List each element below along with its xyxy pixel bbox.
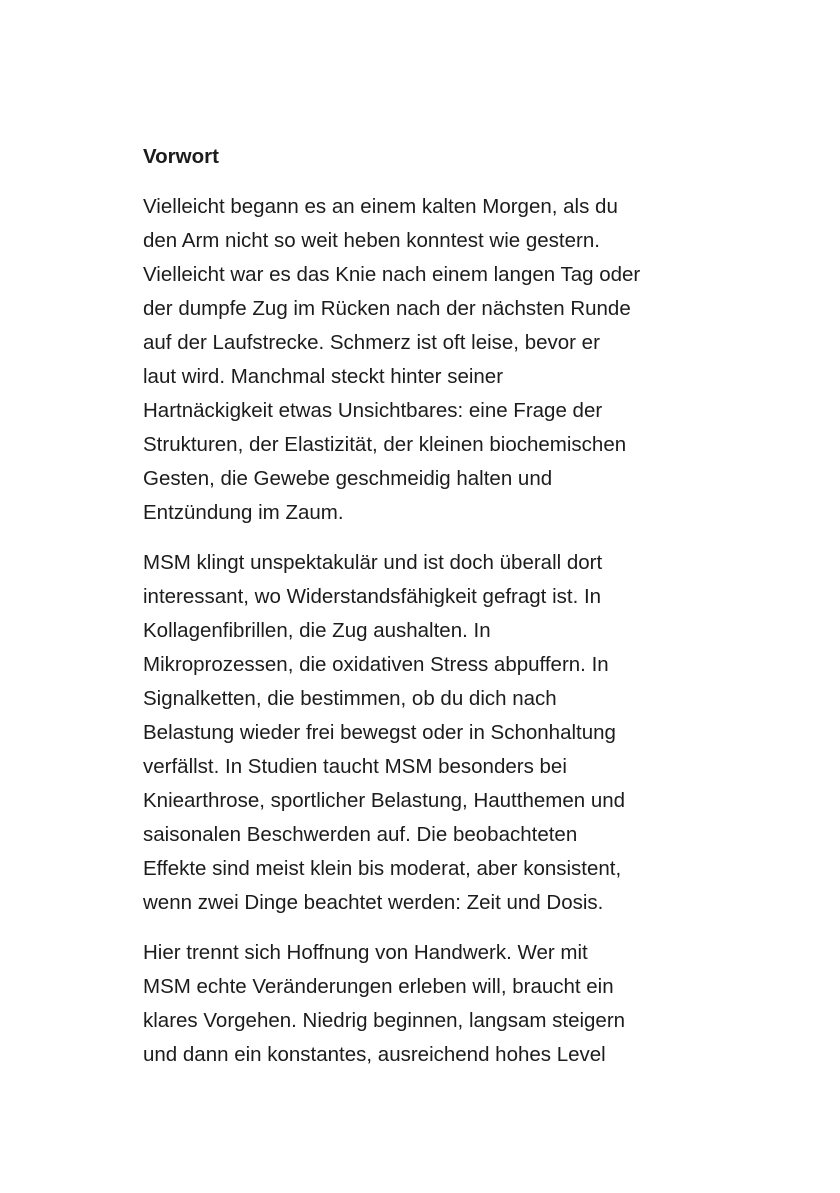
text-line: auf der Laufstrecke. Schmerz ist oft leise, bevor er xyxy=(143,331,600,354)
text-line: MSM klingt unspektakulär und ist doch überall dort xyxy=(143,551,603,574)
text-line: Vielleicht begann es an einem kalten Morgen, als du xyxy=(143,195,618,218)
text-line: Gesten, die Gewebe geschmeidig halten und xyxy=(143,467,553,490)
text-line: saisonalen Beschwerden auf. Die beobachteten xyxy=(143,823,578,846)
text-line: Hier trennt sich Hoffnung von Handwerk. Wer mit xyxy=(143,941,588,964)
paragraph-1 xyxy=(143,190,703,530)
text-line: laut wird. Manchmal steckt hinter seiner xyxy=(143,365,504,388)
section-heading: Vorwort xyxy=(143,145,219,168)
text-line: verfällst. In Studien taucht MSM besonders bei xyxy=(143,755,567,778)
text-line: Mikroprozessen, die oxidativen Stress abpuffern. In xyxy=(143,653,609,676)
text-line: Signalketten, die bestimmen, ob du dich nach xyxy=(143,687,557,710)
paragraph-2 xyxy=(143,546,703,920)
text-line: Strukturen, der Elastizität, der kleinen biochemischen xyxy=(143,433,627,456)
text-line: Hartnäckigkeit etwas Unsichtbares: eine Frage der xyxy=(143,399,603,422)
text-line: den Arm nicht so weit heben konntest wie gestern. xyxy=(143,229,600,252)
text-line: Effekte sind meist klein bis moderat, aber konsistent, xyxy=(143,857,622,880)
text-line: der dumpfe Zug im Rücken nach der nächsten Runde xyxy=(143,297,631,320)
text-line: Kniearthrose, sportlicher Belastung, Hautthemen und xyxy=(143,789,626,812)
text-line: und dann ein konstantes, ausreichend hohes Level xyxy=(143,1043,606,1066)
text-line: klares Vorgehen. Niedrig beginnen, langsam steigern xyxy=(143,1009,626,1032)
text-line: Vielleicht war es das Knie nach einem langen Tag oder xyxy=(143,263,641,286)
document-body xyxy=(143,140,703,1088)
text-line: MSM echte Veränderungen erleben will, braucht ein xyxy=(143,975,614,998)
text-line: Entzündung im Zaum. xyxy=(143,501,344,524)
text-line: wenn zwei Dinge beachtet werden: Zeit und Dosis. xyxy=(143,891,604,914)
text-line: Kollagenfibrillen, die Zug aushalten. In xyxy=(143,619,491,642)
text-line: Belastung wieder frei bewegst oder in Schonhaltung xyxy=(143,721,616,744)
paragraph-3 xyxy=(143,936,703,1072)
text-line: interessant, wo Widerstandsfähigkeit gefragt ist. In xyxy=(143,585,602,608)
